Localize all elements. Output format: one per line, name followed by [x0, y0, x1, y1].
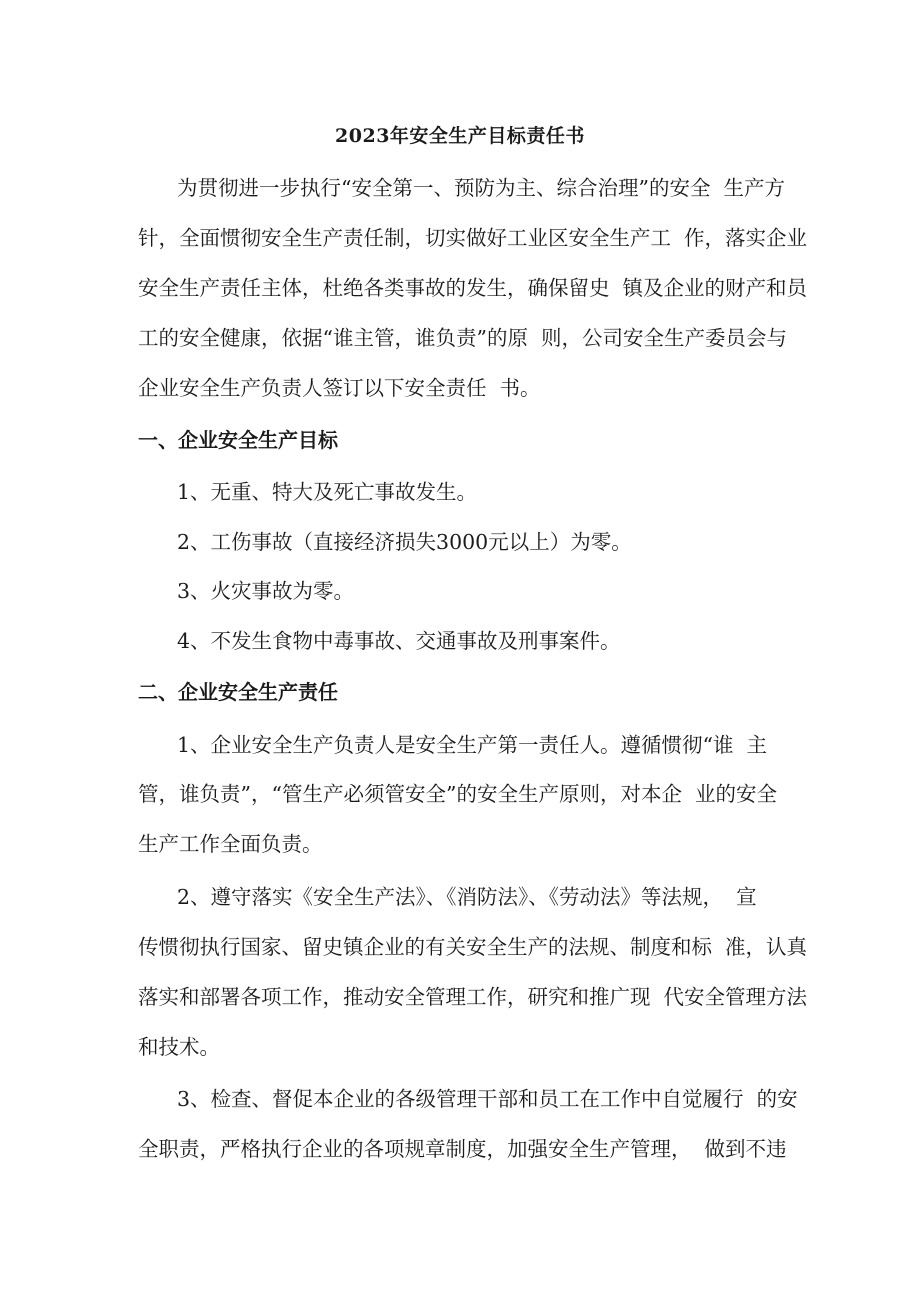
document-title: 2023年安全生产目标责任书 [335, 125, 585, 147]
intro-line: 针，全面惯彻安全生产责任制，切实做好工业区安全生产工 作，落实企业 [138, 226, 808, 250]
intro-line: 企业安全生产负责人签订以下安全责任 书。 [138, 376, 541, 400]
responsibility-line: 落实和部署各项工作，推动安全管理工作，研究和推广现 代安全管理方法 [138, 985, 808, 1009]
responsibility-line: 3、检查、督促本企业的各级管理干部和员工在工作中自觉履行 的安 [177, 1087, 798, 1111]
intro-line: 工的安全健康，依据“谁主管，谁负责”的原 则，公司安全生产委员会与 [138, 326, 787, 350]
goal-item: 3、火灾事故为零。 [177, 579, 355, 603]
responsibility-line: 1、企业安全生产负责人是安全生产第一责任人。遵循惯彻“谁 主 [177, 733, 768, 757]
responsibility-line: 和技术。 [138, 1035, 220, 1059]
responsibility-line: 管，谁负责”，“管生产必须管安全”的安全生产原则，对本企 业的安全 [138, 782, 777, 806]
section1-heading: 一、企业安全生产目标 [138, 428, 338, 452]
goal-item: 2、工伤事故（直接经济损失3000元以上）为零。 [177, 530, 632, 554]
goal-item: 4、不发生食物中毒事故、交通事故及刑事案件。 [177, 629, 621, 653]
goal-item: 1、无重、特大及死亡事故发生。 [177, 480, 478, 504]
section2-heading: 二、企业安全生产责任 [138, 680, 338, 704]
intro-line: 为贯彻进一步执行“安全第一、预防为主、综合治理”的安全 生产方 [177, 176, 785, 200]
intro-line: 安全生产责任主体，杜绝各类事故的发生，确保留史 镇及企业的财产和员 [138, 276, 808, 300]
responsibility-line: 全职责，严格执行企业的各项规章制度，加强安全生产管理， 做到不违 [138, 1137, 787, 1161]
responsibility-line: 生产工作全面负责。 [138, 832, 323, 856]
responsibility-line: 2、遵守落实《安全生产法》、《消防法》、《劳动法》等法规， 宣 [177, 885, 757, 909]
responsibility-line: 传惯彻执行国家、留史镇企业的有关安全生产的法规、制度和标 准，认真 [138, 935, 808, 959]
